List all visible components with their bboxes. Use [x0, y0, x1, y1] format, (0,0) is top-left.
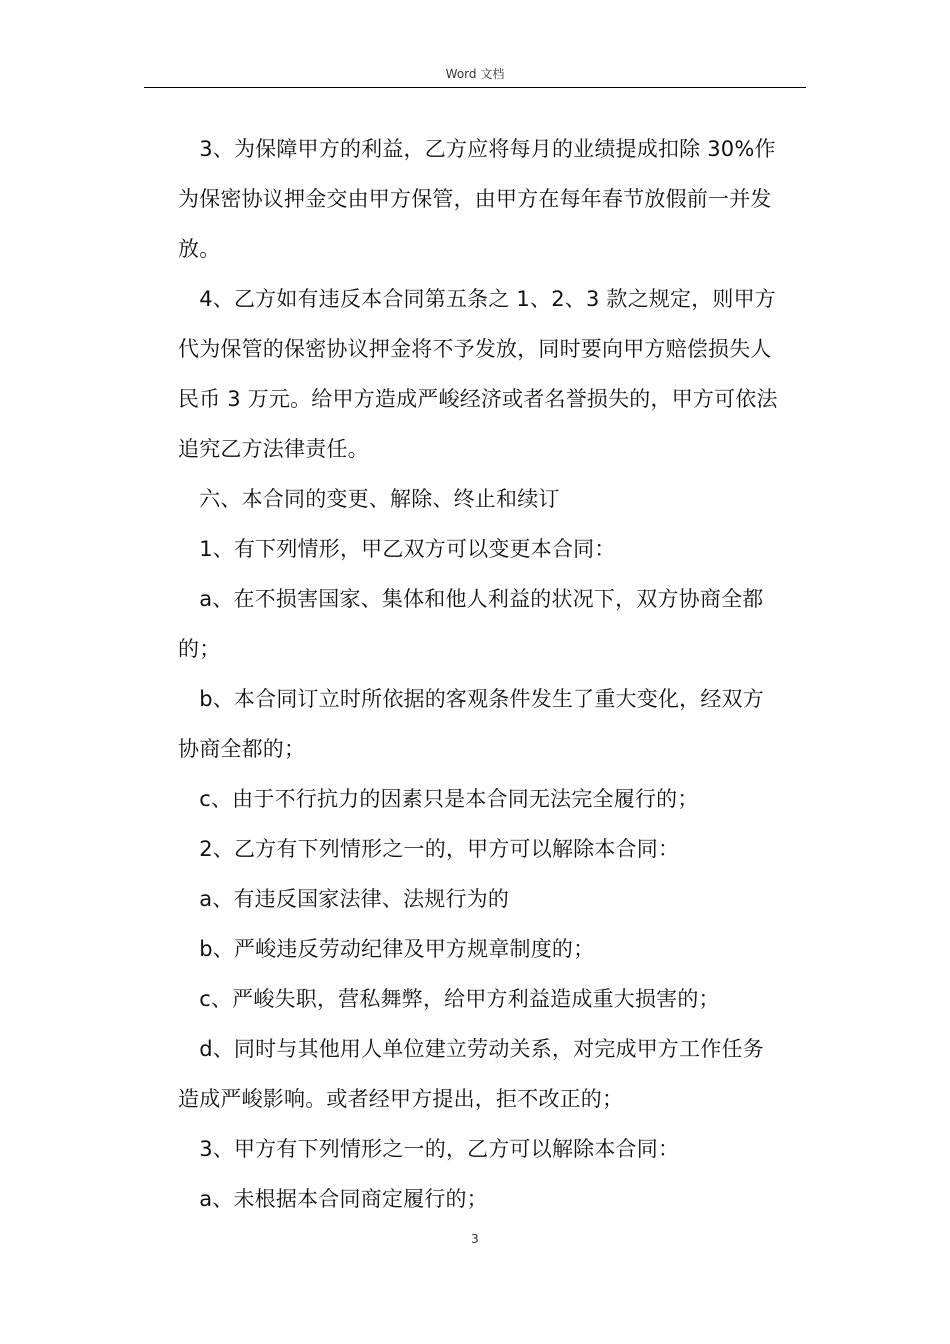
text-line: c、严峻失职，营私舞弊，给甲方利益造成重大损害的； — [178, 987, 720, 1011]
text-line: 2、乙方有下列情形之一的，甲方可以解除本合同： — [178, 837, 680, 861]
text-line: 造成严峻影响。或者经甲方提出，拒不改正的； — [178, 1087, 624, 1111]
text-line: 的； — [178, 637, 221, 661]
text-line: 4、乙方如有违反本合同第五条之 1、2、3 款之规定，则甲方 — [178, 287, 776, 311]
text-line: 协商全都的； — [178, 737, 306, 761]
header-divider — [144, 87, 806, 88]
text-line: 民币 3 万元。给甲方造成严峻经济或者名誉损失的，甲方可依法 — [178, 387, 778, 411]
text-line: 3、为保障甲方的利益，乙方应将每月的业绩提成扣除 30%作 — [178, 137, 776, 161]
text-line: 3、甲方有下列情形之一的，乙方可以解除本合同： — [178, 1137, 680, 1161]
text-line: b、本合同订立时所依据的客观条件发生了重大变化，经双方 — [178, 687, 764, 711]
text-line: 1、有下列情形，甲乙双方可以变更本合同： — [178, 537, 616, 561]
text-line: 追究乙方法律责任。 — [178, 437, 369, 461]
text-line: d、同时与其他用人单位建立劳动关系，对完成甲方工作任务 — [178, 1037, 764, 1061]
text-line: a、有违反国家法律、法规行为的 — [178, 887, 510, 911]
text-line: a、在不损害国家、集体和他人利益的状况下，双方协商全都 — [178, 587, 764, 611]
section-heading: 六、本合同的变更、解除、终止和续订 — [178, 487, 560, 511]
text-line: 为保密协议押金交由甲方保管，由甲方在每年春节放假前一并发 — [178, 187, 772, 211]
text-line: 代为保管的保密协议押金将不予发放，同时要向甲方赔偿损失人 — [178, 337, 772, 361]
document-header: Word 文档 — [445, 67, 505, 81]
text-line: c、由于不行抗力的因素只是本合同无法完全履行的； — [178, 787, 699, 811]
text-line: a、未根据本合同商定履行的； — [178, 1187, 488, 1211]
text-line: 放。 — [178, 237, 221, 261]
text-line: b、严峻违反劳动纪律及甲方规章制度的； — [178, 937, 595, 961]
page-number: 3 — [471, 1232, 479, 1246]
